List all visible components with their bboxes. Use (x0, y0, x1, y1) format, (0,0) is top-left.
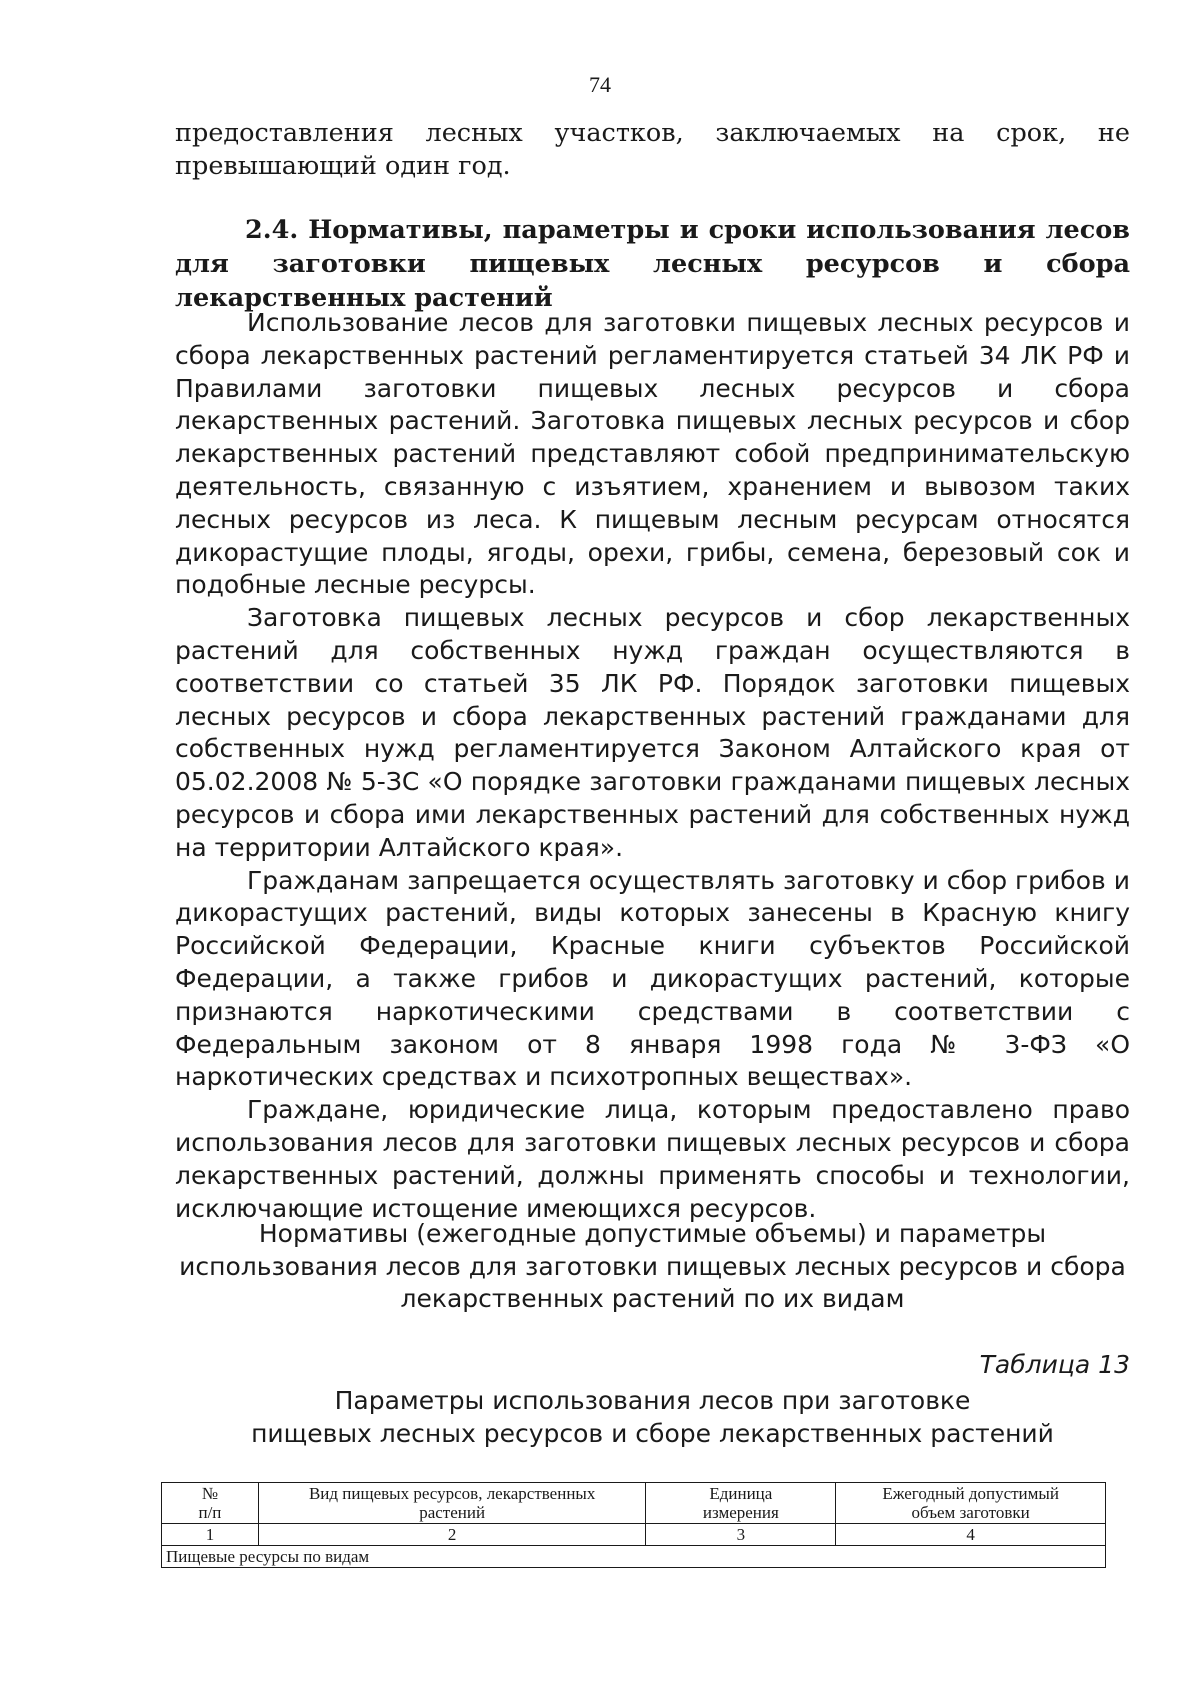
norms-title-line: Нормативы (ежегодные допустимые объемы) и параметры (258, 1219, 1047, 1248)
norms-title (175, 1218, 1130, 1316)
header-number: № п/п (162, 1483, 259, 1524)
table-cell: 4 (836, 1524, 1106, 1546)
parameters-table (161, 1482, 1106, 1568)
header-annual-volume: Ежегодный допустимый объем заготовки (836, 1483, 1106, 1524)
table-label: Таблица 13 (979, 1350, 1130, 1379)
section-heading: 2.4. Нормативы, параметры и сроки использования лесов для заготовки пищевых лесных ресурсов и сбора лекарственных растений (175, 215, 1130, 313)
table-title-line: Параметры использования лесов при заготовке (334, 1386, 971, 1415)
table-cell: 2 (258, 1524, 646, 1546)
norms-title-line: использования лесов для заготовки пищевых лесных ресурсов и сбора (179, 1251, 1126, 1281)
table-title-line: пищевых лесных ресурсов и сборе лекарственных растений (251, 1418, 1054, 1448)
paragraph-4: Граждане, юридические лица, которым предоставлено право использования лесов для заготовки пищевых лесных ресурсов и сбора лекарственных растений, должны применять способы и технологии, исключающие истощение имеющихся ресурсов. (175, 1095, 1130, 1223)
page-number: 74 (589, 72, 611, 97)
paragraph-1: Использование лесов для заготовки пищевых лесных ресурсов и сбора лекарственных растений регламентируется статьей 34 ЛК РФ и Правилами заготовки пищевых лесных ресурсов и сбора лекарственных растений. Заготовка пищевых лесных ресурсов и сбор лекарственных растений представляют собой предпринимательскую деятельность, связанную с изъятием, хранением и вывозом таких лесных ресурсов из леса. К пищевым лесным ресурсам относятся дикорастущие плоды, ягоды, орехи, грибы, семена, березовый сок и подобные лесные ресурсы. (175, 308, 1130, 600)
body-paragraphs (175, 307, 1130, 1225)
norms-title-line: лекарственных растений по их видам (400, 1284, 905, 1313)
header-resource-type: Вид пищевых ресурсов, лекарственных растений (258, 1483, 646, 1524)
table-cell: 1 (162, 1524, 259, 1546)
table-header-row (162, 1483, 1106, 1524)
section-row-label: Пищевые ресурсы по видам (162, 1546, 1106, 1568)
table-title (175, 1385, 1130, 1450)
intro-paragraph: предоставления лесных участков, заключаемых на срок, не превышающий один год. (175, 118, 1130, 181)
header-unit: Единица измерения (646, 1483, 836, 1524)
paragraph-3: Гражданам запрещается осуществлять заготовку и сбор грибов и дикорастущих растений, виды которых занесены в Красную книгу Российской Федерации, Красные книги субъектов Российской Федерации, а также грибов и дикорастущих растений, которые признаются наркотическими средствами в соответствии с Федеральным законом от 8 января 1998 года № 3-ФЗ «О наркотических средствах и психотропных веществах». (175, 865, 1130, 1092)
table-section-row (162, 1546, 1106, 1568)
paragraph-2: Заготовка пищевых лесных ресурсов и сбор лекарственных растений для собственных нужд граждан осуществляются в соответствии со статьей 35 ЛК РФ. Порядок заготовки пищевых лесных ресурсов и сбора лекарственных растений гражданами для собственных нужд регламентируется Законом Алтайского края от 05.02.2008 № 5-ЗС «О порядке заготовки гражданами пищевых лесных ресурсов и сбора ими лекарственных растений для собственных нужд на территории Алтайского края». (175, 603, 1130, 862)
table-numbering-row (162, 1524, 1106, 1546)
table-cell: 3 (646, 1524, 836, 1546)
